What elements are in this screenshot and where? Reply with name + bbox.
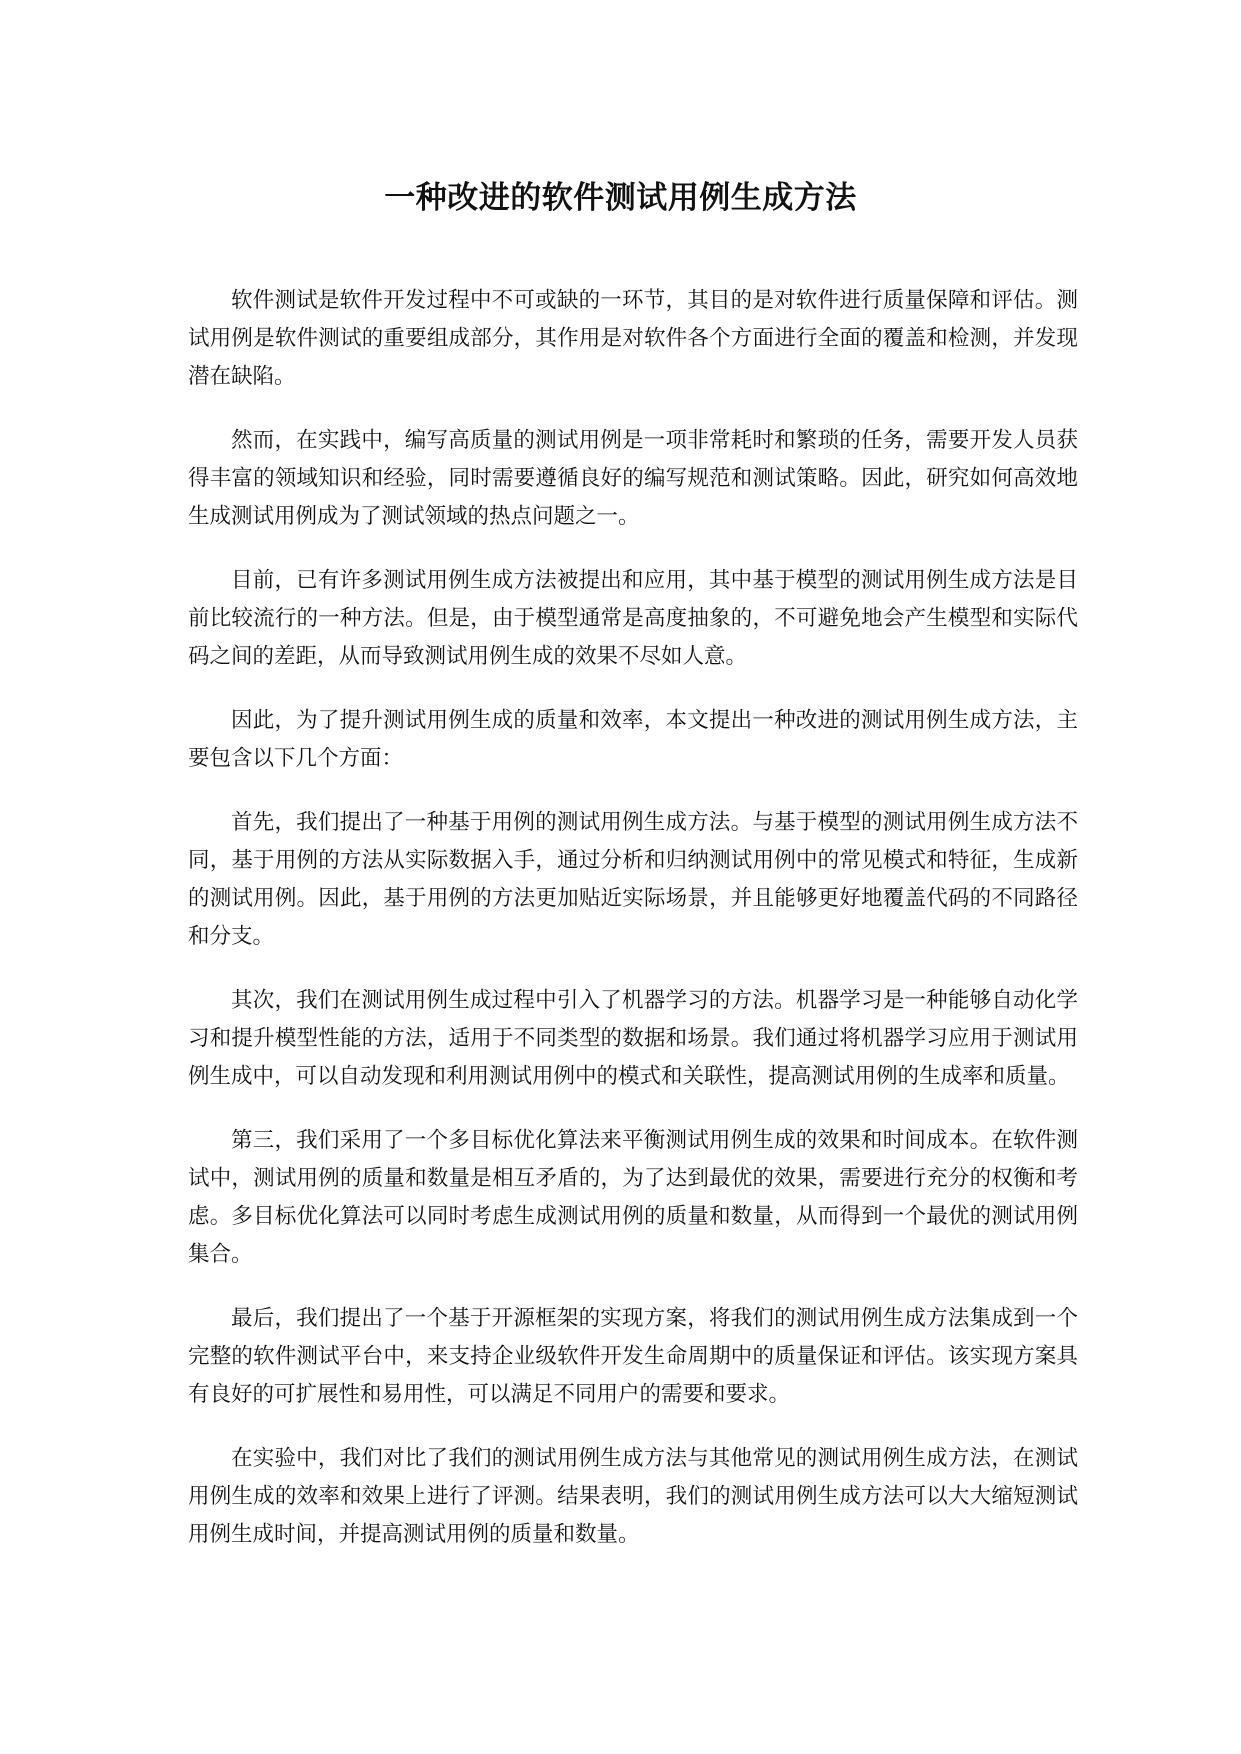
- paragraph-7: 第三，我们采用了一个多目标优化算法来平衡测试用例生成的效果和时间成本。在软件测试中，测试用例的质量和数量是相互矛盾的，为了达到最优的效果，需要进行充分的权衡和考虑。多目标优化算法可以同时考虑生成测试用例的质量和数量，从而得到一个最优的测试用例集合。: [188, 1128, 1078, 1267]
- document-body: [188, 282, 1078, 1580]
- paragraph-3: 目前，已有许多测试用例生成方法被提出和应用，其中基于模型的测试用例生成方法是目前比较流行的一种方法。但是，由于模型通常是高度抽象的，不可避免地会产生模型和实际代码之间的差距，从而导致测试用例生成的效果不尽如人意。: [188, 568, 1078, 669]
- paragraph-1: 软件测试是软件开发过程中不可或缺的一环节，其目的是对软件进行质量保障和评估。测试用例是软件测试的重要组成部分，其作用是对软件各个方面进行全面的覆盖和检测，并发现潜在缺陷。: [188, 288, 1078, 389]
- paragraph-4: 因此，为了提升测试用例生成的质量和效率，本文提出一种改进的测试用例生成方法，主要包含以下几个方面：: [188, 708, 1078, 771]
- paragraph-2: 然而，在实践中，编写高质量的测试用例是一项非常耗时和繁琐的任务，需要开发人员获得丰富的领域知识和经验，同时需要遵循良好的编写规范和测试策略。因此，研究如何高效地生成测试用例成为了测试领域的热点问题之一。: [188, 428, 1078, 529]
- paragraph-5: 首先，我们提出了一种基于用例的测试用例生成方法。与基于模型的测试用例生成方法不同，基于用例的方法从实际数据入手，通过分析和归纳测试用例中的常见模式和特征，生成新的测试用例。因此，基于用例的方法更加贴近实际场景，并且能够更好地覆盖代码的不同路径和分支。: [188, 810, 1078, 949]
- document-title: 一种改进的软件测试用例生成方法: [384, 180, 857, 216]
- paragraph-9: 在实验中，我们对比了我们的测试用例生成方法与其他常见的测试用例生成方法，在测试用例生成的效率和效果上进行了评测。结果表明，我们的测试用例生成方法可以大大缩短测试用例生成时间，并提高测试用例的质量和数量。: [188, 1446, 1078, 1547]
- paragraph-8: 最后，我们提出了一个基于开源框架的实现方案，将我们的测试用例生成方法集成到一个完整的软件测试平台中，来支持企业级软件开发生命周期中的质量保证和评估。该实现方案具有良好的可扩展性和易用性，可以满足不同用户的需要和要求。: [188, 1306, 1078, 1407]
- paragraph-6: 其次，我们在测试用例生成过程中引入了机器学习的方法。机器学习是一种能够自动化学习和提升模型性能的方法，适用于不同类型的数据和场景。我们通过将机器学习应用于测试用例生成中，可以自动发现和利用测试用例中的模式和关联性，提高测试用例的生成率和质量。: [188, 988, 1078, 1089]
